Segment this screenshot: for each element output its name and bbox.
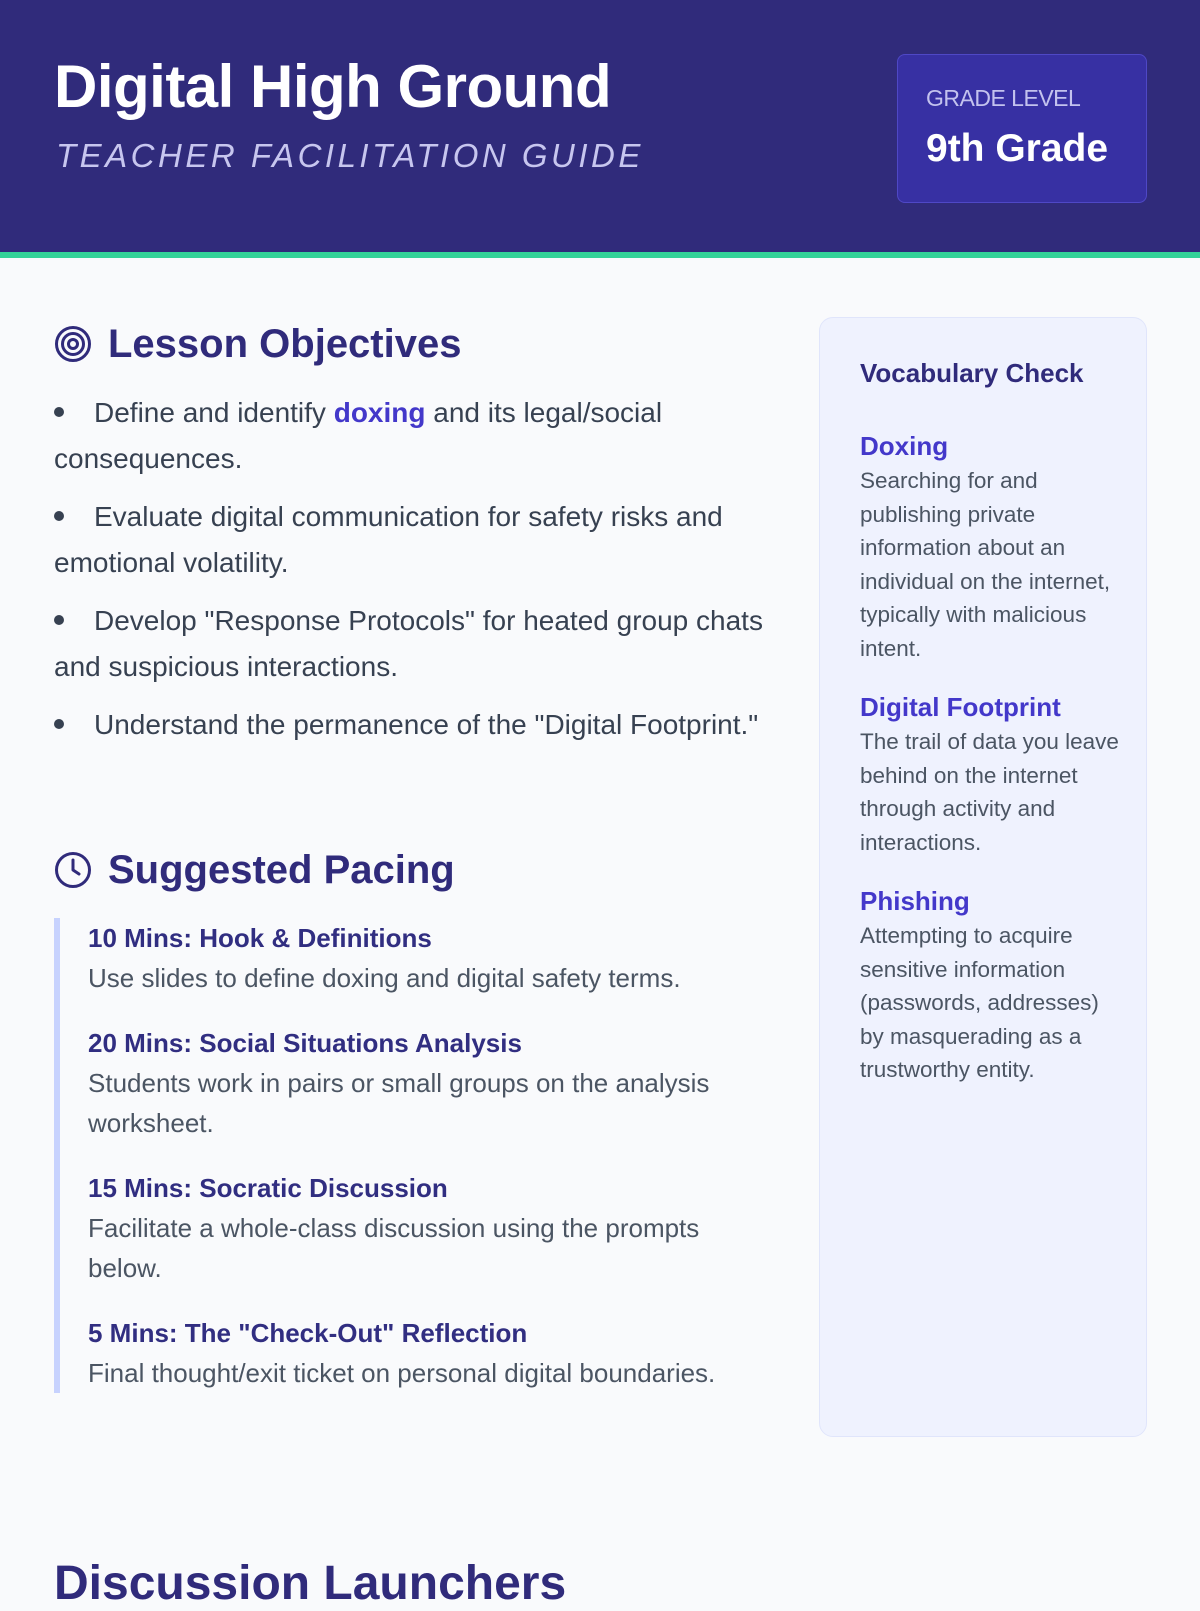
- objective-text: Understand the permanence of the "Digital Footprint.": [94, 709, 759, 740]
- suggested-pacing-title: Suggested Pacing: [108, 847, 455, 892]
- pacing-item-description: Final thought/exit ticket on personal digital boundaries.: [88, 1358, 716, 1388]
- grade-level-badge: [897, 54, 1147, 203]
- grade-level-label: GRADE LEVEL: [926, 85, 1081, 111]
- document-title: Digital High Ground: [54, 53, 612, 120]
- pacing-item: [88, 1023, 774, 1143]
- vocabulary-title: Vocabulary Check: [860, 358, 1084, 388]
- vocab-term: [860, 883, 1120, 1087]
- pacing-item-title: 10 Mins: Hook & Definitions: [88, 923, 432, 953]
- objective-text: Evaluate digital communication for safety risks and emotional volatility.: [54, 501, 723, 578]
- objective-text-after: and its legal/social consequences.: [54, 397, 663, 474]
- pacing-timeline: [54, 918, 774, 1393]
- page-header: [0, 0, 1200, 258]
- pacing-item: [88, 1313, 774, 1393]
- pacing-item-title: 5 Mins: The "Check-Out" Reflection: [88, 1318, 528, 1348]
- pacing-item-description: Use slides to define doxing and digital safety terms.: [88, 963, 681, 993]
- objective-item: [54, 494, 764, 586]
- vocab-term-name: Doxing: [860, 431, 949, 461]
- discussion-launchers-heading: Discussion Launchers: [54, 1557, 567, 1610]
- objective-item: [54, 598, 764, 690]
- suggested-pacing-heading: [54, 843, 455, 897]
- objective-text: Develop "Response Protocols" for heated group chats and suspicious interactions.: [54, 605, 763, 682]
- vocab-term-definition: The trail of data you leave behind on the internet through activity and interactions.: [860, 729, 1119, 855]
- vocab-term-name: Digital Footprint: [860, 692, 1061, 722]
- pacing-item-title: 20 Mins: Social Situations Analysis: [88, 1028, 522, 1058]
- vocab-term-name: Phishing: [860, 886, 970, 916]
- pacing-item-description: Facilitate a whole-class discussion using the prompts below.: [88, 1213, 700, 1283]
- grade-level-value: 9th Grade: [926, 127, 1109, 170]
- vocabulary-list: [860, 428, 1120, 1111]
- objective-item: [54, 702, 764, 748]
- pacing-item: [88, 918, 774, 998]
- lesson-objectives-heading: [54, 317, 461, 371]
- document-subtitle: TEACHER FACILITATION GUIDE: [56, 137, 644, 174]
- vocabulary-sidebar: [819, 317, 1147, 1437]
- objective-highlight: doxing: [333, 397, 426, 428]
- vocab-term-definition: Attempting to acquire sensitive information (passwords, addresses) by masquerading as a trustworthy entity.: [860, 923, 1099, 1082]
- clock-icon: [54, 851, 92, 889]
- vocab-term: [860, 689, 1120, 859]
- lesson-objectives-title: Lesson Objectives: [108, 321, 462, 366]
- pacing-item-description: Students work in pairs or small groups on the analysis worksheet.: [88, 1068, 710, 1138]
- objective-text-before: Define and identify: [94, 397, 334, 428]
- objective-item: [54, 390, 764, 482]
- pacing-item-title: 15 Mins: Socratic Discussion: [88, 1173, 448, 1203]
- objectives-list: [54, 390, 764, 760]
- target-icon: [54, 325, 92, 363]
- vocab-term-definition: Searching for and publishing private information about an individual on the internet, typically with malicious intent.: [860, 468, 1111, 661]
- pacing-item: [88, 1168, 774, 1288]
- vocab-term: [860, 428, 1120, 665]
